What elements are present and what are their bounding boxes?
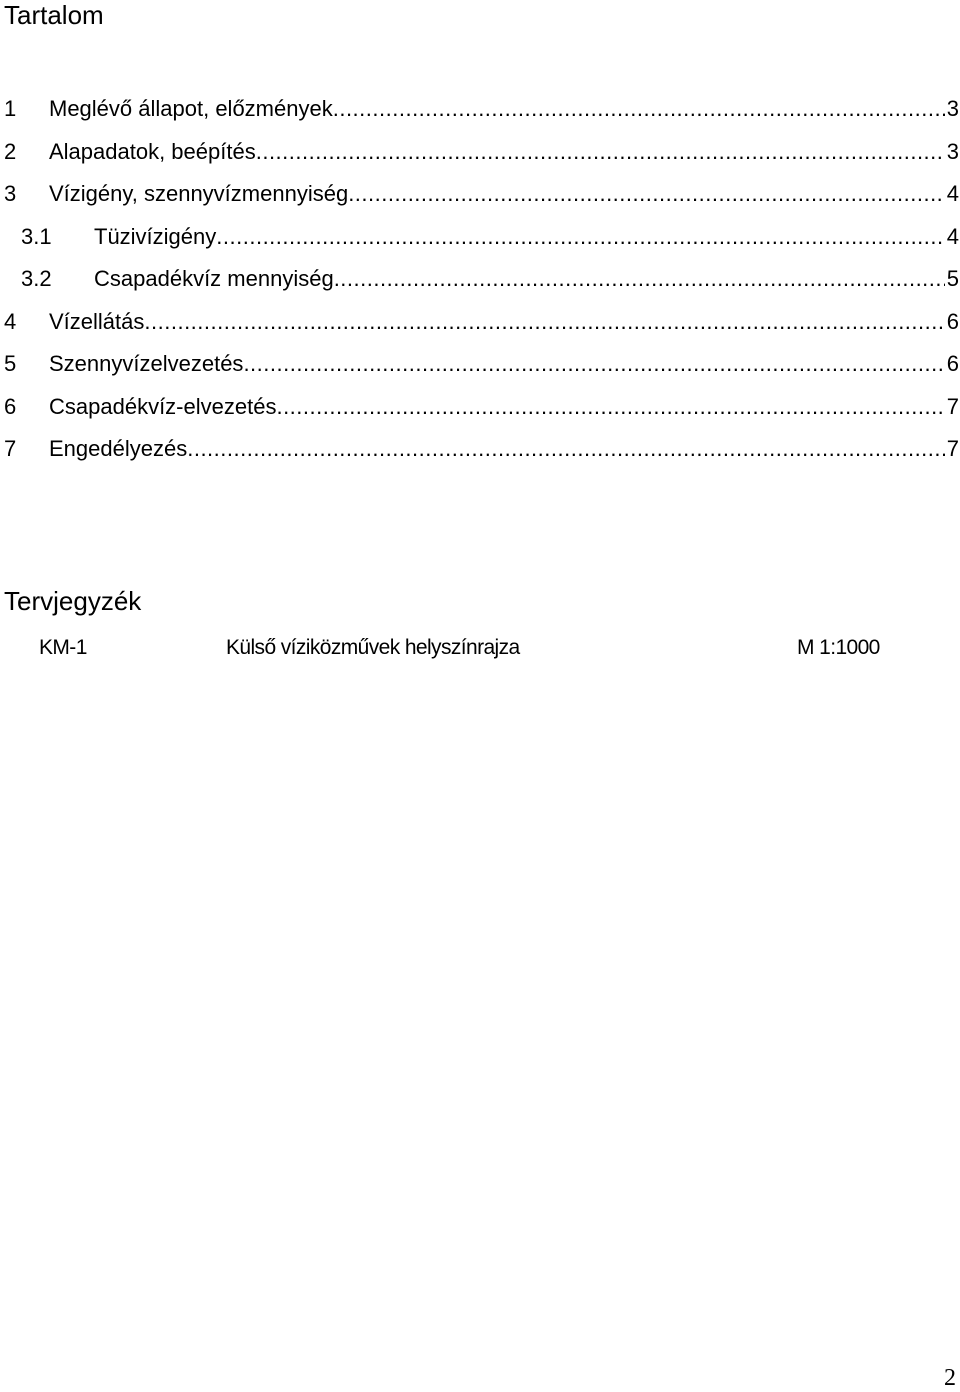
toc-dot-leader bbox=[243, 343, 944, 386]
page-number: 2 bbox=[944, 1365, 956, 1391]
toc-dot-leader bbox=[216, 216, 944, 259]
toc-dot-leader bbox=[276, 386, 944, 429]
toc-entry-page: 6 bbox=[945, 343, 960, 386]
toc-entry-number: 3 bbox=[4, 181, 17, 206]
toc-entry-number: 3.1 bbox=[21, 223, 52, 249]
toc-entry-label: Vízellátás bbox=[49, 301, 144, 344]
toc-entry-label: Tüzivízigény bbox=[94, 216, 216, 259]
toc-entry-1[interactable] bbox=[0, 88, 960, 131]
toc-entry-number: 7 bbox=[4, 436, 17, 461]
toc-entry-page: 7 bbox=[945, 386, 960, 429]
toc-entry-2[interactable] bbox=[0, 131, 960, 174]
toc-entry-page: 4 bbox=[945, 173, 960, 216]
toc-title: Tartalom bbox=[4, 0, 104, 30]
toc-entry-number: 3.2 bbox=[21, 266, 52, 291]
plan-scale: M 1:1000 bbox=[797, 636, 880, 659]
toc-entry-number: 4 bbox=[4, 308, 17, 334]
toc-entry-label: Csapadékvíz-elvezetés bbox=[49, 386, 276, 429]
toc-entry-5[interactable] bbox=[0, 343, 960, 386]
toc-entry-page: 3 bbox=[945, 88, 960, 131]
toc-entry-page: 6 bbox=[945, 301, 960, 344]
table-of-contents bbox=[0, 88, 960, 471]
plan-list-row bbox=[0, 634, 960, 662]
plan-list-title: Tervjegyzék bbox=[4, 586, 142, 616]
toc-entry-page: 5 bbox=[945, 258, 960, 301]
toc-dot-leader bbox=[187, 428, 945, 471]
toc-entry-number: 6 bbox=[4, 393, 17, 419]
toc-dot-leader bbox=[256, 131, 945, 174]
toc-entry-label: Vízigény, szennyvízmennyiség bbox=[49, 173, 348, 216]
toc-entry-number: 2 bbox=[4, 138, 17, 164]
toc-entry-page: 7 bbox=[945, 428, 960, 471]
toc-entry-4[interactable] bbox=[0, 301, 960, 344]
plan-name: Külső víziközművek helyszínrajza bbox=[226, 636, 520, 659]
toc-entry-3-1[interactable] bbox=[0, 216, 960, 259]
toc-entry-7[interactable] bbox=[0, 428, 960, 471]
toc-entry-number: 5 bbox=[4, 351, 17, 376]
toc-dot-leader bbox=[334, 258, 945, 301]
plan-code: KM-1 bbox=[39, 636, 87, 659]
toc-dot-leader bbox=[144, 301, 944, 344]
toc-entry-label: Engedélyezés bbox=[49, 428, 187, 471]
toc-entry-label: Alapadatok, beépítés bbox=[49, 131, 256, 174]
toc-entry-3-2[interactable] bbox=[0, 258, 960, 301]
toc-dot-leader bbox=[348, 173, 945, 216]
toc-dot-leader bbox=[333, 88, 945, 131]
toc-entry-page: 4 bbox=[945, 216, 960, 259]
toc-entry-3[interactable] bbox=[0, 173, 960, 216]
toc-entry-label: Csapadékvíz mennyiség bbox=[94, 258, 334, 301]
toc-entry-6[interactable] bbox=[0, 386, 960, 429]
toc-entry-page: 3 bbox=[945, 131, 960, 174]
toc-entry-label: Meglévő állapot, előzmények bbox=[49, 88, 333, 131]
toc-entry-number: 1 bbox=[4, 96, 17, 121]
toc-entry-label: Szennyvízelvezetés bbox=[49, 343, 243, 386]
